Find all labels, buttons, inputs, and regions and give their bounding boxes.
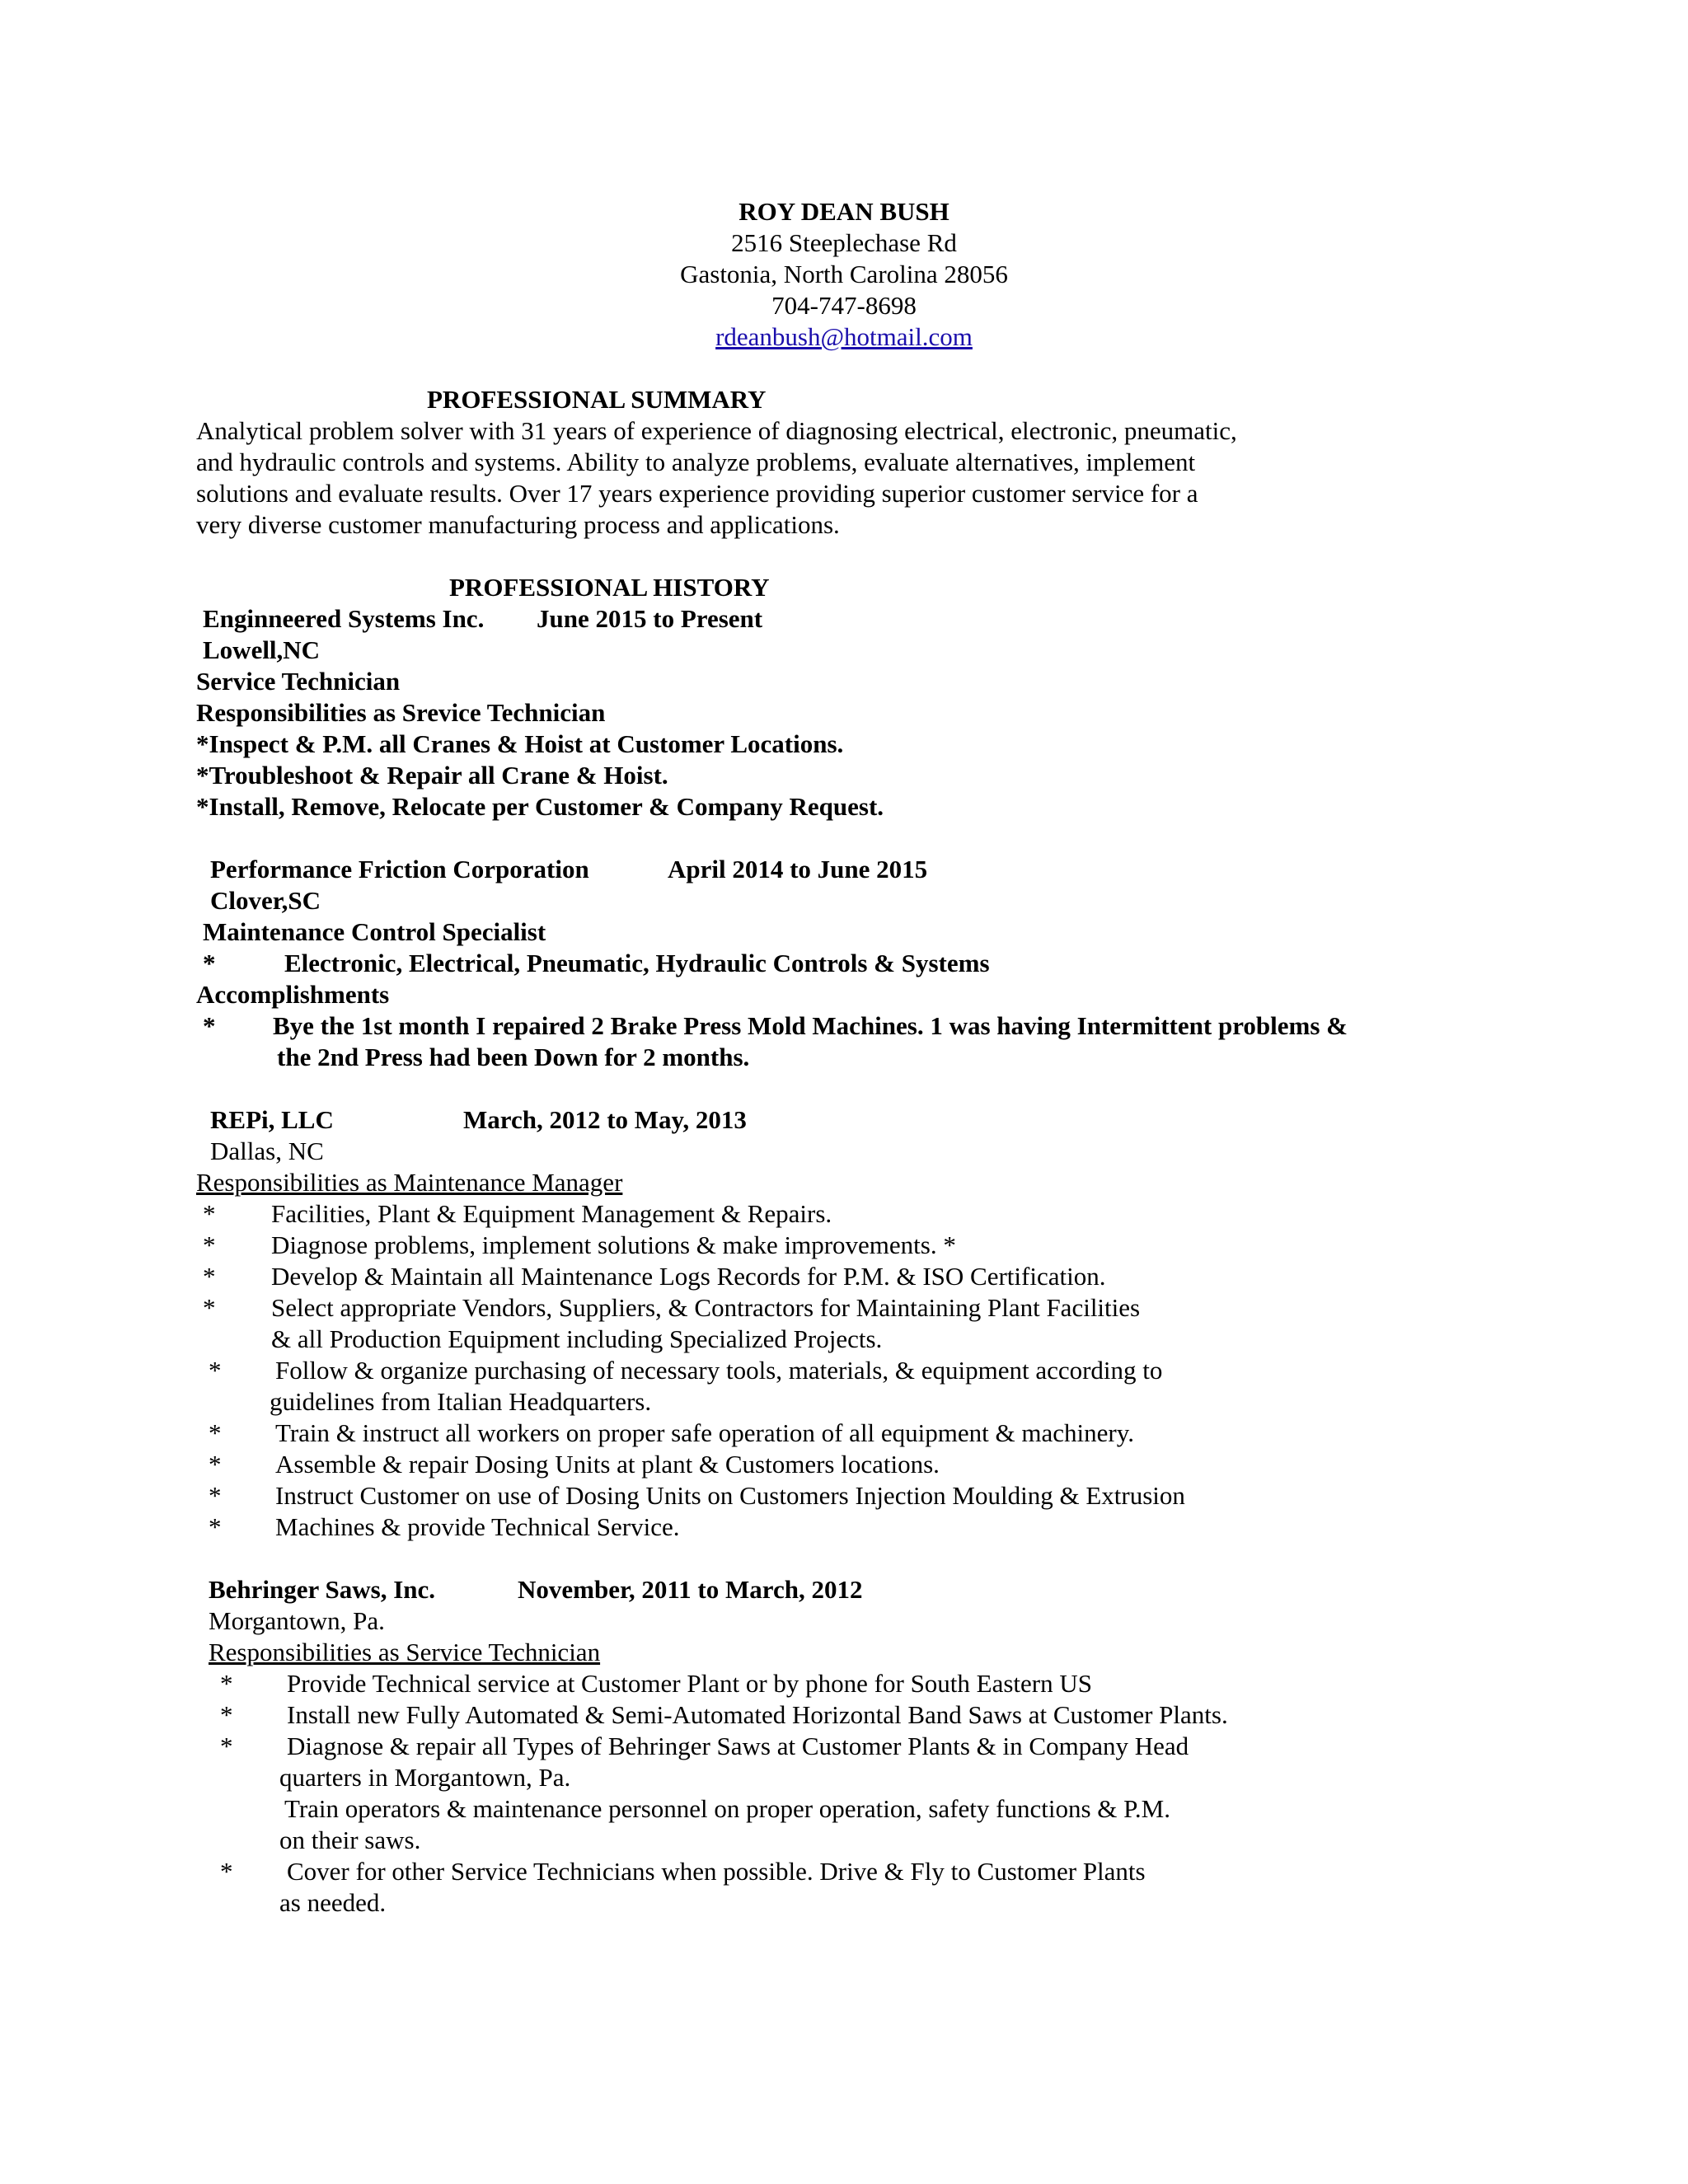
job1-item: *Install, Remove, Relocate per Customer & Company Request. [196, 792, 884, 821]
email-link[interactable] [0, 321, 1688, 353]
job1-dates: June 2015 to Present [537, 604, 763, 633]
job3-bullet: * [209, 1481, 222, 1510]
job3-line: Machines & provide Technical Service. [275, 1512, 680, 1541]
job4-line: Provide Technical service at Customer Plant or by phone for South Eastern US [287, 1669, 1092, 1698]
job4-company: Behringer Saws, Inc. [209, 1575, 436, 1604]
job4-bullet: * [220, 1700, 233, 1729]
email-link-text[interactable]: rdeanbush@hotmail.com [715, 322, 973, 351]
job1-item: *Inspect & P.M. all Cranes & Hoist at Customer Locations. [196, 729, 844, 758]
job4-line: Diagnose & repair all Types of Behringer Saws at Customer Plants & in Company Head [287, 1732, 1189, 1760]
summary-heading: PROFESSIONAL SUMMARY [427, 385, 767, 414]
job3-company: REPi, LLC [210, 1105, 334, 1134]
job3-bullet: * [209, 1450, 222, 1479]
job4-bullet: * [220, 1857, 233, 1886]
job2-location: Clover,SC [210, 886, 321, 915]
job3-line: Instruct Customer on use of Dosing Units on Customers Injection Moulding & Extrusion [275, 1481, 1185, 1510]
job3-line: Diagnose problems, implement solutions & make improvements. * [271, 1230, 956, 1259]
job4-resp-heading: Responsibilities as Service Technician [209, 1638, 601, 1666]
job4-bullet: * [220, 1732, 233, 1760]
summary-line: and hydraulic controls and systems. Ability to analyze problems, evaluate alternatives, implement [196, 448, 1196, 476]
job1-title: Service Technician [196, 667, 401, 696]
job3-line: Assemble & repair Dosing Units at plant & Customers locations. [275, 1450, 940, 1479]
phone-number: 704-747-8698 [771, 291, 917, 320]
job2-company: Performance Friction Corporation [210, 855, 589, 883]
summary-line: Analytical problem solver with 31 years of experience of diagnosing electrical, electronic, pneumatic, [196, 416, 1237, 445]
address-line-2: Gastonia, North Carolina 28056 [680, 260, 1008, 288]
resume-name: ROY DEAN BUSH [738, 197, 950, 226]
job2-acc-heading: Accomplishments [196, 980, 390, 1009]
job3-bullet: * [209, 1356, 222, 1385]
job4-line: Train operators & maintenance personnel on proper operation, safety functions & P.M. [284, 1794, 1170, 1823]
summary-line: solutions and evaluate results. Over 17 years experience providing superior customer service for a [196, 479, 1198, 508]
job3-bullet: * [209, 1512, 222, 1541]
job3-line: Select appropriate Vendors, Suppliers, & Contractors for Maintaining Plant Facilities [271, 1293, 1141, 1322]
job3-line: Develop & Maintain all Maintenance Logs Records for P.M. & ISO Certification. [271, 1262, 1106, 1291]
job3-line: Train & instruct all workers on proper safe operation of all equipment & machinery. [275, 1418, 1134, 1447]
job4-bullet: * [220, 1669, 233, 1698]
job1-resp-heading: Responsibilities as Srevice Technician [196, 698, 606, 727]
job2-acc-line: the 2nd Press had been Down for 2 months. [277, 1043, 750, 1071]
job3-resp-heading: Responsibilities as Maintenance Manager [196, 1168, 623, 1197]
job4-line: on their saws. [279, 1825, 421, 1854]
job3-bullet: * [203, 1199, 216, 1228]
job4-location: Morgantown, Pa. [209, 1606, 385, 1635]
job4-line: Install new Fully Automated & Semi-Automated Horizontal Band Saws at Customer Plants. [287, 1700, 1228, 1729]
job3-bullet: * [203, 1293, 216, 1322]
job4-dates: November, 2011 to March, 2012 [518, 1575, 863, 1604]
job1-company: Enginneered Systems Inc. [203, 604, 485, 633]
job1-location: Lowell,NC [203, 635, 321, 664]
job3-dates: March, 2012 to May, 2013 [463, 1105, 747, 1134]
job2-bullet: * [203, 949, 216, 977]
job4-line: Cover for other Service Technicians when possible. Drive & Fly to Customer Plants [287, 1857, 1146, 1886]
summary-line: very diverse customer manufacturing process and applications. [196, 510, 840, 539]
job3-location: Dallas, NC [210, 1137, 324, 1165]
job3-line: & all Production Equipment including Specialized Projects. [271, 1324, 883, 1353]
job4-line: quarters in Morgantown, Pa. [279, 1763, 571, 1792]
history-heading: PROFESSIONAL HISTORY [449, 573, 770, 602]
job2-dates: April 2014 to June 2015 [668, 855, 928, 883]
job3-bullet: * [209, 1418, 222, 1447]
address-line-1: 2516 Steeplechase Rd [731, 228, 957, 257]
job2-title: Maintenance Control Specialist [203, 917, 546, 946]
job2-skills: Electronic, Electrical, Pneumatic, Hydraulic Controls & Systems [284, 949, 990, 977]
job3-line: guidelines from Italian Headquarters. [270, 1387, 652, 1416]
job2-acc-line: Bye the 1st month I repaired 2 Brake Press Mold Machines. 1 was having Intermittent problems & [273, 1011, 1348, 1040]
job3-line: Facilities, Plant & Equipment Management & Repairs. [271, 1199, 832, 1228]
job3-bullet: * [203, 1262, 216, 1291]
job3-line: Follow & organize purchasing of necessary tools, materials, & equipment according to [275, 1356, 1163, 1385]
job2-bullet: * [203, 1011, 216, 1040]
job1-item: *Troubleshoot & Repair all Crane & Hoist. [196, 761, 668, 790]
job3-bullet: * [203, 1230, 216, 1259]
job4-line: as needed. [279, 1888, 387, 1917]
